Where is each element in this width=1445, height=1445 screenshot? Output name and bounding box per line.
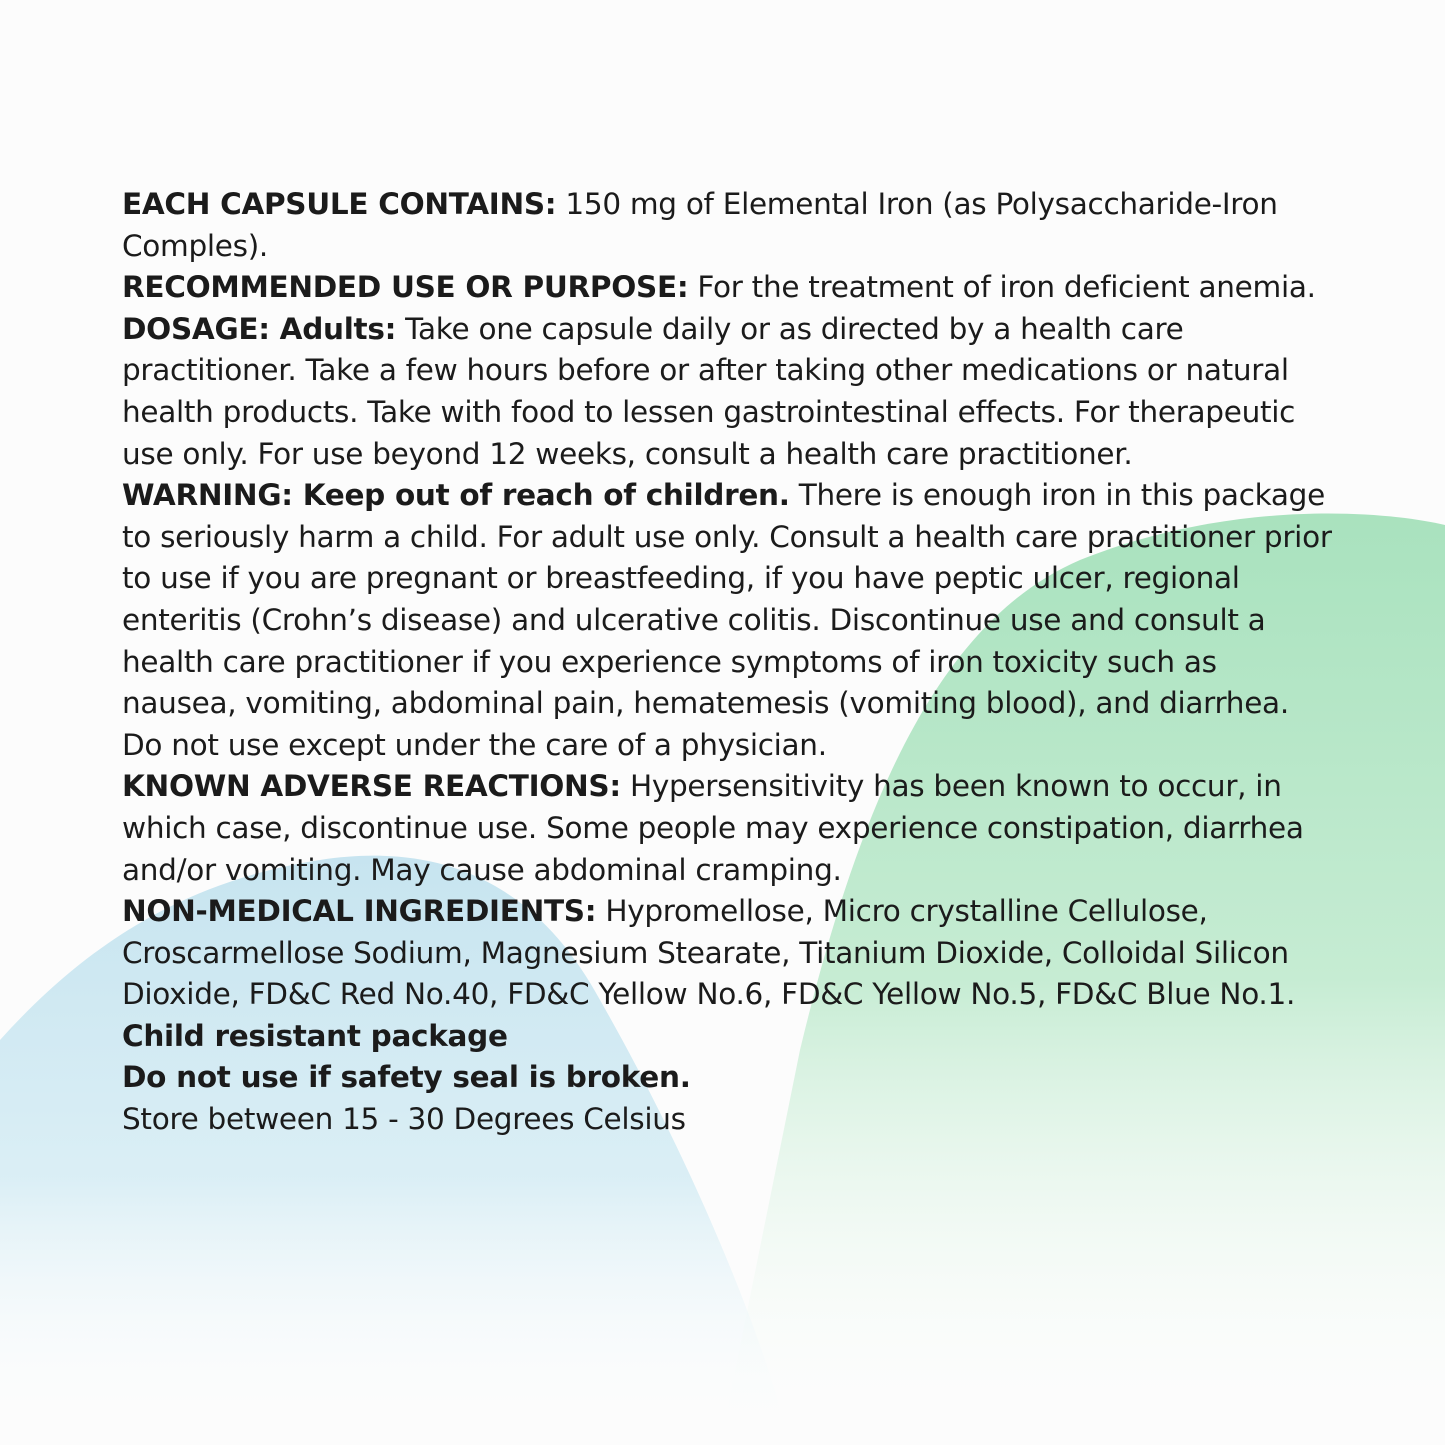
warning-body: There is enough iron in this package to seriously harm a child. For adult use only. Consult a health care practitioner prior to use if you are pregnant or breastfeeding, if you have peptic ulcer, regional enteritis (Crohn’s disease) and ulcerative colitis. Discontinue use and consult a health care practitioner if you experience symptoms of iron toxicity such as nausea, vomiting, abdominal pain, hematemesis (vomiting blood), and diarrhea. Do not use except under the care of a physician. bbox=[122, 478, 1332, 762]
each-capsule-section bbox=[122, 184, 1332, 267]
dosage-heading: DOSAGE: Adults: bbox=[122, 311, 397, 346]
warning-heading: WARNING: Keep out of reach of children. bbox=[122, 478, 790, 513]
safety-seal-notice bbox=[122, 1057, 1332, 1099]
storage-note: Store between 15 - 30 Degrees Celsius bbox=[122, 1102, 686, 1137]
safety-seal-text: Do not use if safety seal is broken. bbox=[122, 1060, 691, 1095]
non-medical-ingredients-body: Hypromellose, Micro crystalline Cellulose, Croscarmellose Sodium, Magnesium Stearate, Titanium Dioxide, Colloidal Silicon Dioxide, FD&C Red No.40, FD&C Yellow No.6, FD&C Yellow No.5, FD&C Blue No.1. bbox=[122, 894, 1296, 1012]
adverse-reactions-section bbox=[122, 766, 1332, 891]
recommended-use-body: For the treatment of iron deficient anemia. bbox=[688, 270, 1316, 305]
dosage-section bbox=[122, 309, 1332, 475]
adverse-reactions-heading: KNOWN ADVERSE REACTIONS: bbox=[122, 769, 621, 804]
each-capsule-body: 150 mg of Elemental Iron (as Polysaccharide-Iron Comples). bbox=[122, 187, 1278, 263]
each-capsule-heading: EACH CAPSULE CONTAINS: bbox=[122, 187, 557, 221]
dosage-body: Take one capsule daily or as directed by a health care practitioner. Take a few hours before or after taking other medications or natural health products. Take with food to lessen gastrointestinal effects. For therapeutic use only. For use beyond 12 weeks, consult a health care practitioner. bbox=[122, 311, 1296, 471]
product-label-text bbox=[122, 184, 1332, 1141]
child-resistant-text: Child resistant package bbox=[122, 1018, 508, 1053]
child-resistant-notice bbox=[122, 1016, 1332, 1058]
adverse-reactions-body: Hypersensitivity has been known to occur, in which case, discontinue use. Some people may experience constipation, diarrhea and/or vomiting. May cause abdominal cramping. bbox=[122, 769, 1304, 887]
recommended-use-heading: RECOMMENDED USE OR PURPOSE: bbox=[122, 270, 689, 305]
recommended-use-section bbox=[122, 267, 1332, 309]
non-medical-ingredients-section bbox=[122, 891, 1332, 1016]
warning-section bbox=[122, 475, 1332, 766]
non-medical-ingredients-heading: NON-MEDICAL INGREDIENTS: bbox=[122, 894, 597, 929]
